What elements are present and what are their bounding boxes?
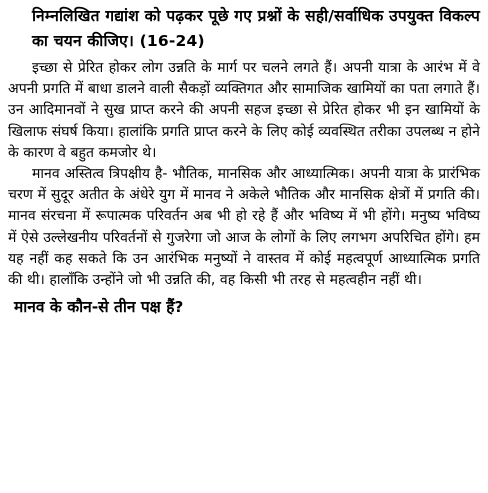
passage-paragraph-2: मानव अस्तित्व त्रिपक्षीय है- भौतिक, मानसिक और आध्यात्मिक। अपनी यात्रा के प्रारंभिक चरण में सुदूर अतीत के अंधेरे युग में मानव ने अकेले भौतिक और मानसिक क्षेत्रों में प्रगति की। मानव संरचना में रूपात्मक परिवर्तन अब भी हो रहे हैं और भविष्य में भी होंगे। मनुष्य भविष्य में ऐसे उल्लेखनीय परिवर्तनों से गुजरेगा जो आज के लोगों के लिए लगभग अपरिचित होंगे। हम यह नहीं कह सकते कि उन आरंभिक मनुष्यों ने वास्तव में कोई महत्वपूर्ण आध्यात्मिक प्रगति की थी। हालाँकि उन्होंने जो भी उन्नति की, वह किसी भी तरह से महत्वहीन नहीं थी। xyxy=(8,166,480,289)
passage xyxy=(8,58,480,291)
instruction-heading: निम्नलिखित गद्यांश को पढ़कर पूछे गए प्रश्नों के सही/सर्वाधिक उपयुक्त विकल्प का चयन कीजिए। (16-24) xyxy=(32,7,480,50)
question-text: मानव के कौन-से तीन पक्ष हैं? xyxy=(14,298,184,317)
passage-paragraph-1: इच्छा से प्रेरित होकर लोग उन्नति के मार्ग पर चलने लगते हैं। अपनी यात्रा के आरंभ में वे अपनी प्रगति में बाधा डालने वाली सैकड़ों व्यक्तिगत और सामाजिक खामियों का पता लगाते हैं। उन आदिमानवों ने सुख प्राप्त करने की अपनी सहज इच्छा से प्रेरित होकर भी इन खामियों के खिलाफ संघर्ष किया। हालांकि प्रगति प्राप्त करने के लिए कोई व्यवस्थित तरीका उपलब्ध न होने के कारण वे बहुत कमजोर थे। xyxy=(8,60,480,161)
